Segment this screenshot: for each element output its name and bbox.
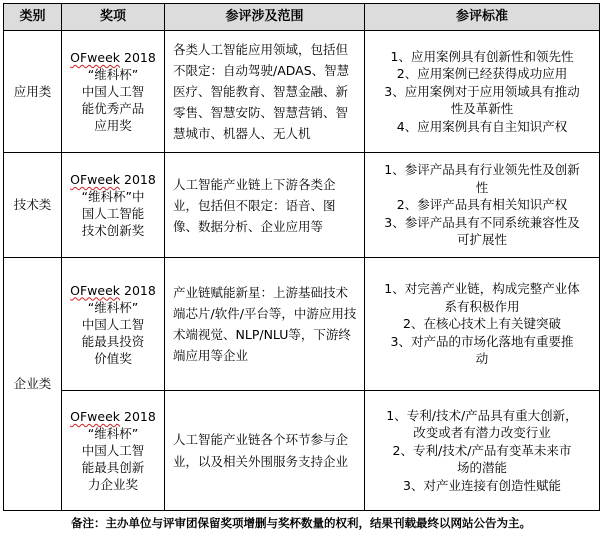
award-line: “维科杯”中 [81, 189, 145, 204]
scope-cell: 人工智能产业链各个环节参与企业，以及相关外围服务支持企业 [165, 391, 365, 511]
header-scope: 参评涉及范围 [165, 4, 365, 31]
award-cell [62, 31, 165, 153]
award-line: 价值奖 [94, 350, 132, 366]
award-line: 能优秀产品 [81, 101, 145, 116]
criteria-line: 1、应用案例具有创新性和领先性 [390, 48, 574, 64]
criteria-line: 场的潜能 [456, 460, 507, 476]
table-row-application [4, 31, 600, 153]
criteria-line: 可扩展性 [456, 232, 507, 248]
criteria-line: 动 [475, 351, 489, 367]
header-criteria: 参评标准 [365, 4, 600, 31]
table-row-enterprise-investment [4, 258, 600, 391]
table-row-technology [4, 153, 600, 258]
criteria-line: 2、在核心技术上有关键突破 [403, 316, 561, 332]
award-line: “维科杯” [87, 426, 139, 441]
criteria-line: 1、对完善产业链，构成完整产业体 [384, 281, 580, 297]
criteria-line: 性 [475, 179, 489, 195]
criteria-line: 性及革新性 [450, 101, 514, 117]
category-cell: 企业类 [4, 258, 62, 511]
award-line: “维科杯” [87, 67, 139, 82]
criteria-line: 2、专利/技术/产品有变革未来市 [392, 442, 572, 458]
award-brand: OFweek [70, 50, 121, 65]
award-line: 国人工智能 [81, 206, 145, 221]
award-line: 能最具创新 [81, 460, 145, 475]
criteria-line: 3、对产品的市场化落地有重要推 [390, 333, 574, 349]
criteria-line: 1、参评产品具有行业领先性及创新 [384, 162, 580, 178]
award-line: 力企业奖 [87, 477, 138, 492]
award-line: 应用奖 [94, 118, 132, 133]
award-cell [62, 153, 165, 258]
header-category: 类别 [4, 4, 62, 31]
criteria-line: 改变或者有潜力改变行业 [413, 425, 551, 441]
award-line: “维科杯” [87, 299, 139, 315]
award-brand: OFweek [70, 282, 121, 298]
criteria-cell [365, 153, 600, 258]
award-year: 2018 [124, 282, 156, 298]
awards-table [3, 3, 600, 511]
award-year: 2018 [124, 172, 156, 187]
scope-cell: 各类人工智能应用领域，包括但不限定：自动驾驶/ADAS、智慧医疗、智能教育、智慧金融、新零售、智慧安防、智慧营销、智慧城市、机器人、无人机 [165, 31, 365, 153]
award-line: 中国人工智 [81, 316, 145, 332]
criteria-line: 2、参评产品具有相关知识产权 [396, 197, 568, 213]
footnote: 备注：主办单位与评审团保留奖项增删与奖杯数量的权利，结果刊载最终以网站公告为主。 [71, 516, 531, 530]
criteria-cell [365, 31, 600, 153]
award-cell [62, 391, 165, 511]
award-brand: OFweek [70, 409, 121, 424]
criteria-cell [365, 391, 600, 511]
table-header-row [4, 4, 600, 31]
category-cell: 技术类 [4, 153, 62, 258]
award-brand: OFweek [70, 172, 121, 187]
criteria-line: 3、对产业连接有创造性赋能 [403, 477, 561, 493]
criteria-line: 系有积极作用 [444, 298, 520, 314]
award-year: 2018 [124, 409, 156, 424]
award-line: 中国人工智 [81, 84, 145, 99]
award-line: 技术创新奖 [81, 223, 145, 238]
table-row-enterprise-innovation [4, 391, 600, 511]
criteria-line: 2、应用案例已经获得成功应用 [396, 66, 568, 82]
header-award: 奖项 [62, 4, 165, 31]
criteria-line: 3、参评产品具有不同系统兼容性及 [384, 214, 580, 230]
criteria-line: 4、应用案例具有自主知识产权 [396, 118, 568, 134]
criteria-line: 1、专利/技术/产品具有重大创新， [386, 407, 578, 423]
criteria-line: 3、应用案例对于应用领域具有推动 [384, 83, 580, 99]
category-cell: 应用类 [4, 31, 62, 153]
award-line: 能最具投资 [81, 333, 145, 349]
criteria-cell [365, 258, 600, 391]
scope-cell: 产业链赋能新星：上游基础技术端芯片/软件/平台等，中游应用技术端视觉、NLP/NLU等，下游终端应用等企业 [165, 258, 365, 391]
scope-cell: 人工智能产业链上下游各类企业，包括但不限定：语音、图像、数据分析、企业应用等 [165, 153, 365, 258]
award-line: 中国人工智 [81, 443, 145, 458]
award-cell [62, 258, 165, 391]
award-year: 2018 [124, 50, 156, 65]
